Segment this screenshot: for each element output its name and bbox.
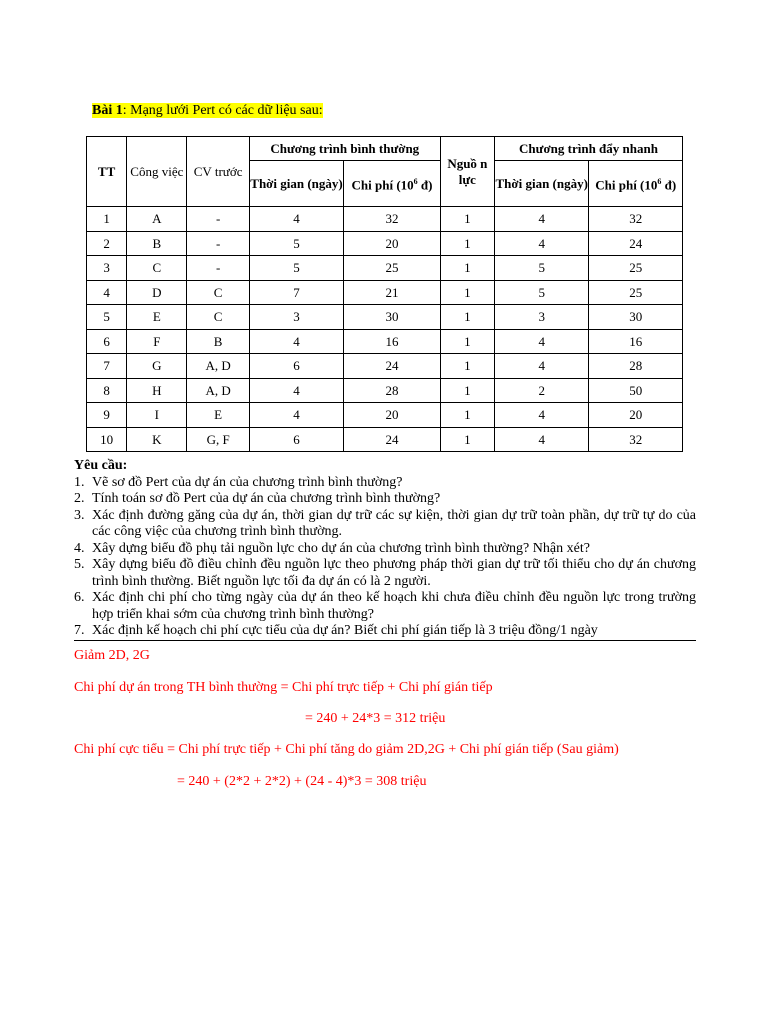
table-cell: 32 — [589, 207, 683, 232]
table-cell: 1 — [440, 329, 494, 354]
table-cell: G — [127, 354, 187, 379]
table-cell: 1 — [440, 354, 494, 379]
pert-data-table — [86, 136, 683, 452]
requirement-number: 5. — [74, 557, 85, 572]
table-row — [87, 403, 683, 428]
table-cell: 20 — [344, 403, 440, 428]
requirement-item — [74, 508, 696, 541]
table-cell: 16 — [344, 329, 440, 354]
table-cell: 20 — [589, 403, 683, 428]
table-cell: 6 — [87, 329, 127, 354]
table-cell: 3 — [87, 256, 127, 281]
table-cell: 50 — [589, 378, 683, 403]
table-cell: 2 — [495, 378, 589, 403]
table-cell: 4 — [495, 231, 589, 256]
table-cell: 28 — [589, 354, 683, 379]
table-cell: 5 — [249, 256, 343, 281]
table-cell: 1 — [440, 403, 494, 428]
table-cell: A — [127, 207, 187, 232]
table-cell: 7 — [249, 280, 343, 305]
table-cell: 4 — [495, 329, 589, 354]
table-cell: 25 — [344, 256, 440, 281]
title-highlight — [92, 103, 323, 118]
table-cell: C — [127, 256, 187, 281]
table-cell: 4 — [495, 354, 589, 379]
solution-min-cost-formula: Chi phí cực tiểu = Chi phí trực tiếp + Chi phí tăng do giảm 2D,2G + Chi phí gián tiếp (Sau giảm) — [74, 742, 619, 757]
table-cell: 24 — [344, 354, 440, 379]
header-cv-truoc: CV trước — [187, 137, 249, 207]
table-cell: 1 — [440, 305, 494, 330]
table-cell: D — [127, 280, 187, 305]
table-cell: E — [187, 403, 249, 428]
requirement-number: 4. — [74, 540, 85, 556]
solution-normal-cost-result: = 240 + 24*3 = 312 triệu — [305, 711, 446, 726]
header-normal-cost: Chi phí ($10^6$ đ) — [344, 161, 440, 207]
table-row — [87, 427, 683, 452]
requirement-text: Xác định đường găng của dự án, thời gian dự trữ các sự kiện, thời gian dự trữ toàn phần, dự trữ tự do của các công việc của chương trình bình thường. — [92, 507, 696, 539]
solution-reduce-note: Giảm 2D, 2G — [74, 648, 150, 663]
table-cell: H — [127, 378, 187, 403]
requirement-text: Xây dựng biểu đồ điều chỉnh đều nguồn lực theo phương pháp thời gian dự trữ tối thiểu cho dự án chương trình bình thường. Biết nguồn lực tối đa dự án có là 2 người. — [92, 557, 696, 589]
table-cell: 30 — [589, 305, 683, 330]
table-cell: 1 — [440, 207, 494, 232]
requirements-section — [74, 458, 696, 641]
requirement-number: 7. — [74, 623, 85, 638]
header-fast-program: Chương trình đẩy nhanh — [495, 137, 683, 161]
table-cell: - — [187, 231, 249, 256]
table-cell: C — [187, 280, 249, 305]
table-row — [87, 256, 683, 281]
table-cell: 4 — [495, 207, 589, 232]
table-body — [87, 207, 683, 452]
requirement-number: 3. — [74, 507, 85, 523]
table-cell: 1 — [440, 231, 494, 256]
table-row — [87, 231, 683, 256]
table-cell: 30 — [344, 305, 440, 330]
header-normal-time: Thời gian (ngày) — [249, 161, 343, 207]
header-nguon-luc: Nguồ n lực — [440, 137, 494, 207]
requirement-item — [74, 590, 696, 623]
requirement-number: 2. — [74, 491, 85, 506]
table-cell: 10 — [87, 427, 127, 452]
requirement-number: 1. — [74, 474, 85, 490]
table-row — [87, 329, 683, 354]
requirements-title: Yêu cầu: — [74, 458, 128, 473]
table-cell: - — [187, 256, 249, 281]
requirement-text: Xây dựng biểu đồ phụ tải nguồn lực cho dự án của chương trình bình thường? Nhận xét? — [92, 540, 590, 556]
table-cell: 20 — [344, 231, 440, 256]
table-cell: 25 — [589, 280, 683, 305]
table-cell: C — [187, 305, 249, 330]
table-row — [87, 354, 683, 379]
title-text: : Mạng lưới Pert có các dữ liệu sau: — [122, 103, 323, 118]
table-cell: 4 — [495, 427, 589, 452]
table-cell: 3 — [495, 305, 589, 330]
header-cong-viec: Công việc — [127, 137, 187, 207]
table-cell: 1 — [440, 427, 494, 452]
table-cell: 1 — [440, 280, 494, 305]
requirement-item — [74, 491, 696, 508]
requirement-item — [74, 623, 696, 641]
table-cell: 6 — [249, 354, 343, 379]
table-cell: 1 — [440, 378, 494, 403]
requirements-list — [74, 475, 696, 641]
title-label: Bài 1 — [92, 103, 123, 118]
table-cell: I — [127, 403, 187, 428]
table-cell: 2 — [87, 231, 127, 256]
requirement-text: Vẽ sơ đồ Pert của dự án của chương trình bình thường? — [92, 474, 403, 490]
solution-min-cost-result: = 240 + (2*2 + 2*2) + (24 - 4)*3 = 308 triệu — [177, 774, 427, 789]
table-cell: 28 — [344, 378, 440, 403]
table-cell: 32 — [589, 427, 683, 452]
table-cell: 5 — [249, 231, 343, 256]
table-cell: 5 — [495, 256, 589, 281]
table-cell: 1 — [87, 207, 127, 232]
table-row — [87, 207, 683, 232]
header-fast-cost: Chi phí ($10^6$ đ) — [589, 161, 683, 207]
table-cell: 6 — [249, 427, 343, 452]
table-cell: 4 — [249, 403, 343, 428]
requirement-text: Xác định kế hoạch chi phí cực tiểu của dự án? Biết chi phí gián tiếp là 3 triệu đồng/1 ngày — [92, 623, 598, 638]
requirement-text: Xác định chi phí cho từng ngày của dự án theo kế hoạch khi chưa điều chỉnh đều nguồn lực trong trường hợp triển khai sớm của chương trình bình thường? — [92, 590, 696, 622]
requirement-text: Tính toán sơ đồ Pert của dự án của chương trình bình thường? — [92, 491, 441, 506]
header-tt: TT — [87, 137, 127, 207]
table-cell: 21 — [344, 280, 440, 305]
solution-normal-cost-formula: Chi phí dự án trong TH bình thường = Chi phí trực tiếp + Chi phí gián tiếp — [74, 680, 493, 695]
table-cell: K — [127, 427, 187, 452]
table-row — [87, 378, 683, 403]
table-cell: G, F — [187, 427, 249, 452]
table-cell: 5 — [87, 305, 127, 330]
table-cell: 24 — [589, 231, 683, 256]
exercise-title — [92, 102, 323, 120]
table-cell: E — [127, 305, 187, 330]
table-cell: B — [127, 231, 187, 256]
requirement-item — [74, 541, 696, 558]
requirement-item — [74, 475, 696, 492]
table-cell: 24 — [344, 427, 440, 452]
table-row — [87, 280, 683, 305]
table-cell: 1 — [440, 256, 494, 281]
table-cell: - — [187, 207, 249, 232]
header-normal-program: Chương trình bình thường — [249, 137, 440, 161]
table-cell: 9 — [87, 403, 127, 428]
table-row — [87, 305, 683, 330]
header-fast-time: Thời gian (ngày) — [495, 161, 589, 207]
table-cell: 5 — [495, 280, 589, 305]
table-cell: 25 — [589, 256, 683, 281]
table-cell: 4 — [249, 329, 343, 354]
table-cell: A, D — [187, 378, 249, 403]
table-cell: A, D — [187, 354, 249, 379]
requirement-number: 6. — [74, 590, 85, 605]
table-cell: 16 — [589, 329, 683, 354]
table-cell: 32 — [344, 207, 440, 232]
table-cell: 4 — [249, 207, 343, 232]
table-cell: B — [187, 329, 249, 354]
table-cell: 7 — [87, 354, 127, 379]
table-cell: 4 — [87, 280, 127, 305]
table-cell: F — [127, 329, 187, 354]
table-cell: 4 — [249, 378, 343, 403]
table-cell: 4 — [495, 403, 589, 428]
requirement-item — [74, 557, 696, 590]
table-cell: 8 — [87, 378, 127, 403]
table-cell: 3 — [249, 305, 343, 330]
